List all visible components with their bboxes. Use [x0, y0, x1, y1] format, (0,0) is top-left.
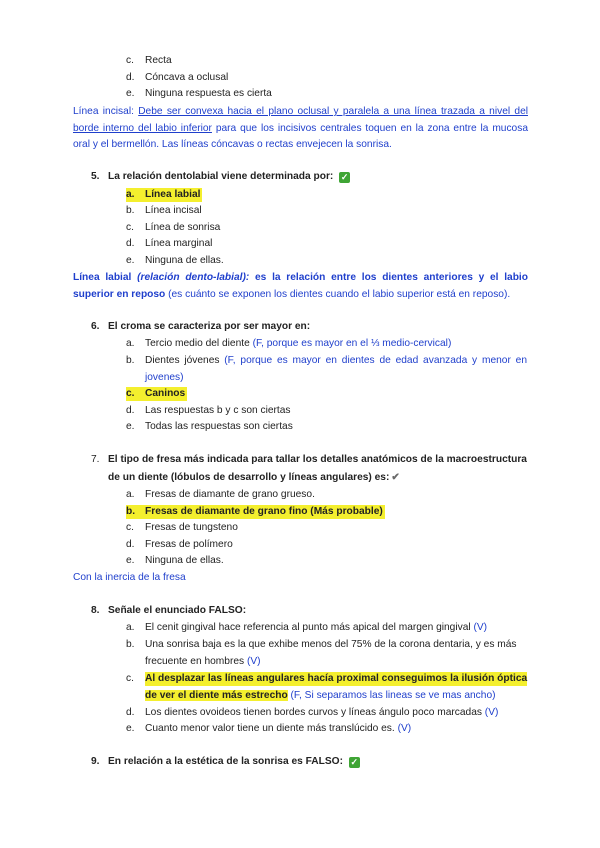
question-7: 7. El tipo de fresa más indicada para tallar los detalles anatómicos de la macroestructura — [91, 454, 527, 465]
question-8: 8. Señale el enunciado FALSO: — [91, 605, 247, 616]
question-5: 5. La relación dentolabial viene determinada por: ✓ — [91, 171, 349, 182]
question-9: 9. En relación a la estética de la sonrisa es FALSO: ✓ — [91, 756, 359, 767]
question-6: 6. El croma se caracteriza por ser mayor en: — [91, 321, 311, 332]
check-icon: ✓ — [340, 172, 349, 182]
list-item-continuation: de ver el diente más estrecho (F, Si separamos las lineas se ve mas ancho) — [145, 690, 496, 701]
note-linea-labial: Línea labial (relación dento-labial): es la relación entre los dientes anteriores y el labio superior en reposo (es cuánto se exponen los dientes cuando el labio superior está en reposo). — [73, 272, 528, 300]
note-linea-incisal: Línea incisal: Debe ser convexa hacia el plano oclusal y paralela a una línea trazada a nivel del borde interno del labio inferior para que los incisivos centrales toquen en la zona entre la mucosa oral y el bermellón. Las líneas cóncavas o rectas envejecen la sonrisa. — [73, 106, 528, 150]
check-icon: ✔ — [391, 472, 400, 483]
question-7-line-2: de un diente (lóbulos de desarrollo y líneas angulares) es: ✔ — [108, 472, 400, 483]
check-icon: ✓ — [350, 757, 359, 767]
list-item-continuation: frecuente en hombres (V) — [145, 656, 261, 667]
note-inercia: Con la inercia de la fresa — [73, 572, 186, 583]
list-item-continuation: jovenes) — [145, 372, 184, 383]
